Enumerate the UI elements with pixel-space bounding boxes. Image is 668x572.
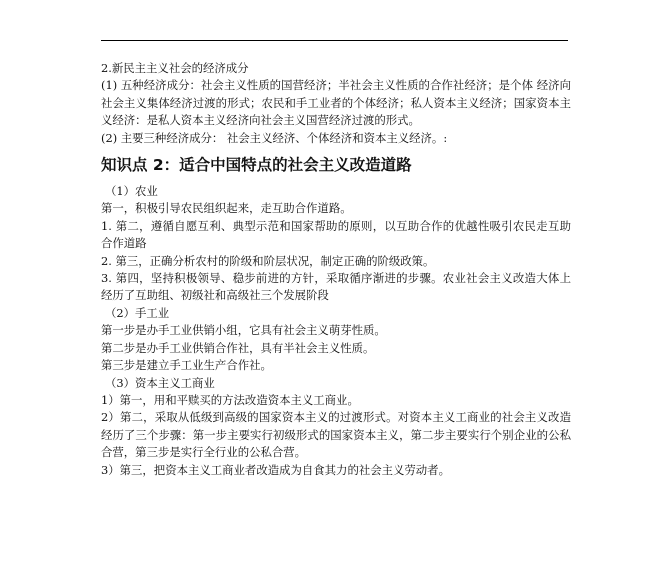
handicraft-line-2: 第二步是办手工业供销合作社，具有半社会主义性质。 — [101, 340, 375, 355]
handicraft-label: （2）手工业 — [105, 305, 170, 320]
agriculture-label: （1）农业 — [105, 184, 158, 199]
paragraph-three-sectors: (2) 主要三种经济成分： 社会主义经济、个体经济和资本主义经济。: — [101, 130, 448, 145]
agriculture-line-3: 2. 第三，正确分析农村的阶级和阶层状况，制定正确的阶级政策。 — [101, 253, 435, 268]
agriculture-line-4: 3. 第四，坚持积极领导、稳步前进的方针，采取循序渐进的步骤。农业社会主义改造大体上经历了互助组、初级社和高级社三个发展阶段 — [101, 271, 571, 303]
agriculture-line-1: 第一，积极引导农民组织起来，走互助合作道路。 — [101, 201, 352, 216]
paragraph-five-sectors: (1) 五种经济成分：社会主义性质的国营经济；半社会主义性质的合作社经济；是个体 经济向社会主义集体经济过渡的形式；农民和手工业者的个体经济；私人资本主义经济；国家资本主义经济：是私人资本主义经济向社会主义国营经济过渡的形式。 — [101, 78, 571, 128]
agriculture-line-2: 1. 第二，遵循自愿互利、典型示范和国家帮助的原则，以互助合作的优越性吸引农民走互助合作道路 — [101, 218, 571, 251]
handicraft-line-3: 第三步是建立手工业生产合作社。 — [101, 358, 272, 373]
commerce-label: （3）资本主义工商业 — [105, 375, 215, 390]
handicraft-line-1: 第一步是办手工业供销小组，它具有社会主义萌芽性质。 — [101, 323, 386, 338]
commerce-line-3: 3）第三，把资本主义工商业者改造成为自食其力的社会主义劳动者。 — [101, 462, 450, 477]
document-body — [101, 60, 571, 479]
section-title: 2.新民主主义社会的经济成分 — [101, 61, 249, 75]
knowledge-point-heading: 知识点 2：适合中国特点的社会主义改造道路 — [101, 156, 412, 175]
commerce-line-1: 1）第一，用和平赎买的方法改造资本主义工商业。 — [101, 392, 359, 407]
commerce-line-2: 2）第二，采取从低级到高级的国家资本主义的过渡形式。对资本主义工商业的社会主义改造经历了三个步骤：第一步主要实行初级形式的国家资本主义，第二步主要实行个别企业的公私合营，第三步是实行全行业的公私合营。 — [101, 410, 571, 460]
header-rule — [101, 40, 568, 41]
